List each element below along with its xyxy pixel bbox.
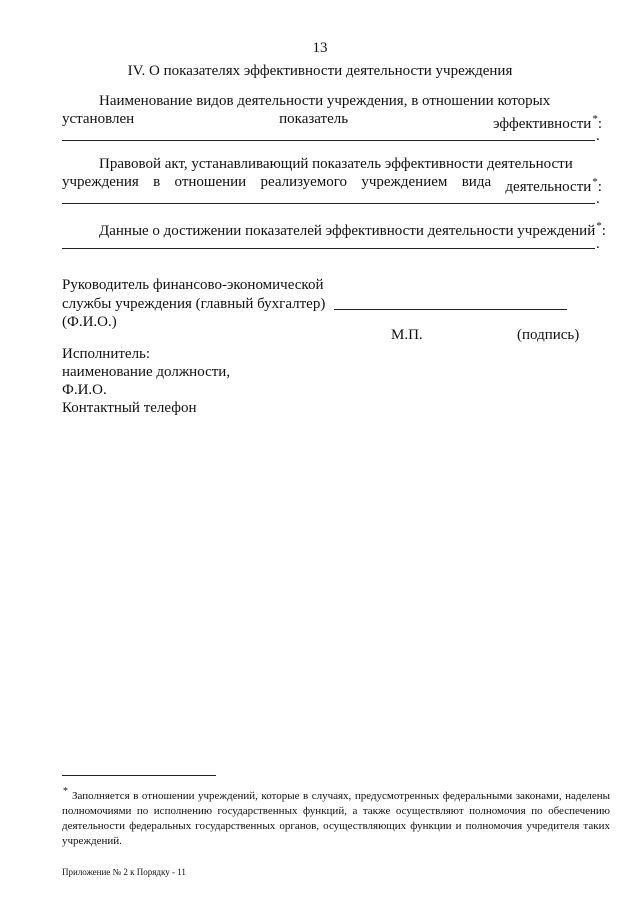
para2-line1: Правовой акт, устанавливающий показатель эффективности деятельности bbox=[99, 156, 573, 172]
para2-word: отношении bbox=[174, 174, 247, 190]
page-number: 13 bbox=[312, 40, 328, 56]
para2-word: учреждением bbox=[361, 174, 448, 190]
para2-line2 bbox=[62, 172, 602, 198]
executor-line3: Ф.И.О. bbox=[62, 382, 107, 398]
para1-line2 bbox=[62, 109, 602, 135]
stamp-label: М.П. bbox=[391, 327, 423, 343]
para1-word: показатель bbox=[279, 111, 349, 127]
para1-line1: Наименование видов деятельности учреждения, в отношении которых bbox=[99, 93, 551, 109]
signatory-line1: Руководитель финансово-экономической bbox=[62, 277, 324, 293]
signature-line bbox=[334, 309, 567, 310]
para1-fill-line bbox=[62, 140, 595, 141]
section-title: IV. О показателях эффективности деятельности учреждения bbox=[127, 63, 513, 79]
para2-fill-line bbox=[62, 203, 595, 204]
para2-end-dot: . bbox=[596, 191, 600, 207]
appendix-note: Приложение № 2 к Порядку - 11 bbox=[62, 867, 186, 877]
executor-line4: Контактный телефон bbox=[62, 400, 197, 416]
para2-word: вида bbox=[461, 174, 492, 190]
footnote-text: Заполняется в отношении учреждений, которые в случаях, предусмотренных федеральными законами, наделены полномочиями по исполнению государственных функций, а также осуществляют полномочия по обеспечению деятельности федеральных государственных органов, осуществляющих функции и полномочия учредителя таких учреждений. bbox=[62, 790, 610, 847]
footnote-separator bbox=[62, 775, 216, 776]
signatory-line2: службы учреждения (главный бухгалтер) bbox=[62, 296, 326, 312]
para1-word: установлен bbox=[62, 111, 135, 127]
executor-line1: Исполнитель: bbox=[62, 346, 151, 362]
para3-fill-line bbox=[62, 248, 595, 249]
para3-line1: Данные о достижении показателей эффективности деятельности учреждений*: bbox=[99, 220, 606, 239]
para3-end-dot: . bbox=[596, 236, 600, 252]
footnote: * Заполняется в отношении учреждений, которые в случаях, предусмотренных федеральными законами, наделены полномочиями по исполнению государственных функций, а также осуществляют полномочия по обеспечению деятельности федеральных государственных органов, осуществляющих функции и полномочия учредителя таких учреждений. bbox=[62, 786, 610, 847]
signatory-fio: (Ф.И.О.) bbox=[62, 314, 117, 330]
para1-word-last: эффективности*: bbox=[493, 113, 602, 132]
para2-word: учреждения bbox=[62, 174, 139, 190]
executor-line2: наименование должности, bbox=[62, 364, 231, 380]
para1-end-dot: . bbox=[596, 128, 600, 144]
para2-word-last: деятельности*: bbox=[505, 176, 602, 195]
para2-word: в bbox=[153, 174, 161, 190]
signature-label: (подпись) bbox=[517, 327, 580, 343]
para2-word: реализуемого bbox=[260, 174, 348, 190]
